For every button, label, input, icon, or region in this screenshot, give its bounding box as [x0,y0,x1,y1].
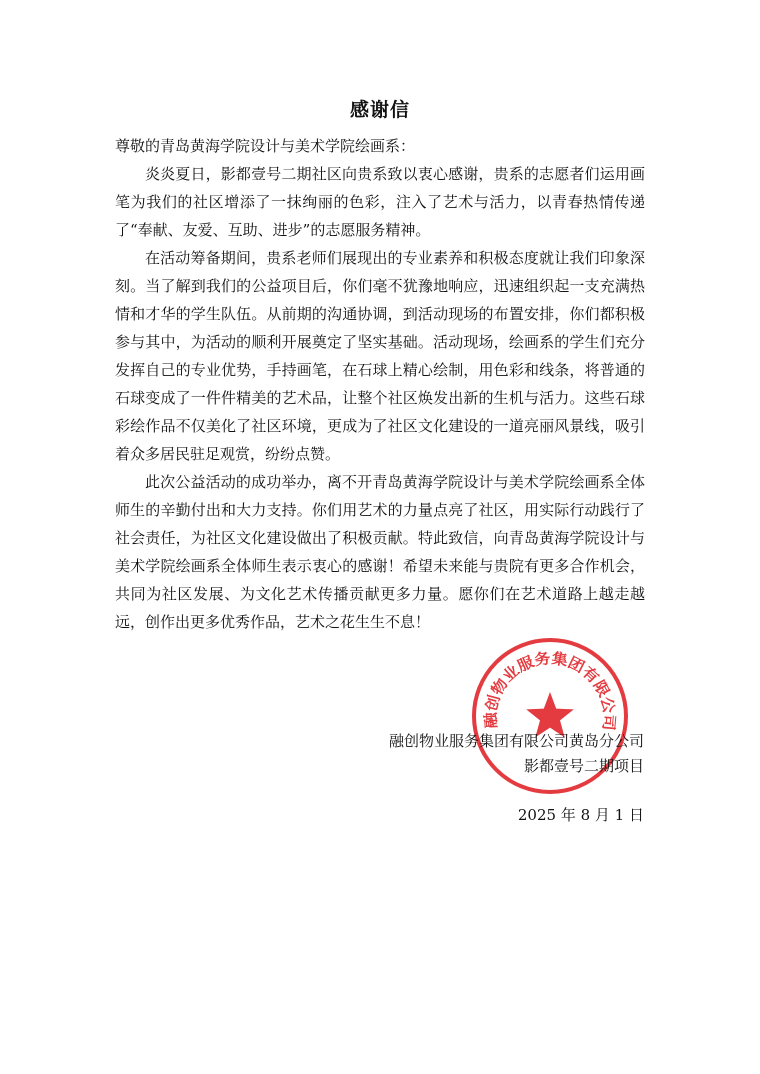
paragraph-1: 炎炎夏日，影都壹号二期社区向贵系致以衷心感谢，贵系的志愿者们运用画笔为我们的社区增添了一抹绚丽的色彩，注入了艺术与活力，以青春热情传递了“奉献、友爱、互助、进步”的志愿服务精神。 [115,165,645,239]
seal-text: 融创物业服务集团有限公司 [481,649,619,731]
letter-body [115,160,645,636]
letter-title: 感谢信 [349,99,410,121]
letter-date: 2025 年 8 月 1 日 [517,806,644,824]
signature-project: 影都壹号二期项目 [523,757,644,775]
paragraph-3: 此次公益活动的成功举办，离不开青岛黄海学院设计与美术学院绘画系全体师生的辛勤付出和大力支持。你们用艺术的力量点亮了社区，用实际行动践行了社会责任，为社区文化建设做出了积极贡献。特此致信，向青岛黄海学院设计与美术学院绘画系全体师生表示衷心的感谢！希望未来能与贵院有更多合作机会，共同为社区发展、为文化艺术传播贡献更多力量。愿你们在艺术道路上越走越远，创作出更多优秀作品，艺术之花生生不息！ [115,473,645,631]
signature-company: 融创物业服务集团有限公司黄岛分公司 [388,732,644,750]
letter-salutation: 尊敬的青岛黄海学院设计与美术学院绘画系： [115,137,416,155]
paragraph-2: 在活动筹备期间，贵系老师们展现出的专业素养和积极态度就让我们印象深刻。当了解到我们的公益项目后，你们毫不犹豫地响应，迅速组织起一支充满热情和才华的学生队伍。从前期的沟通协调，到活动现场的布置安排，你们都积极参与其中，为活动的顺利开展奠定了坚实基础。活动现场，绘画系的学生们充分发挥自己的专业优势，手持画笔，在石球上精心绘制，用色彩和线条，将普通的石球变成了一件件精美的艺术品，让整个社区焕发出新的生机与活力。这些石球彩绘作品不仅美化了社区环境，更成为了社区文化建设的一道亮丽风景线，吸引着众多居民驻足观赏，纷纷点赞。 [115,249,645,463]
letter-signature [389,729,644,779]
